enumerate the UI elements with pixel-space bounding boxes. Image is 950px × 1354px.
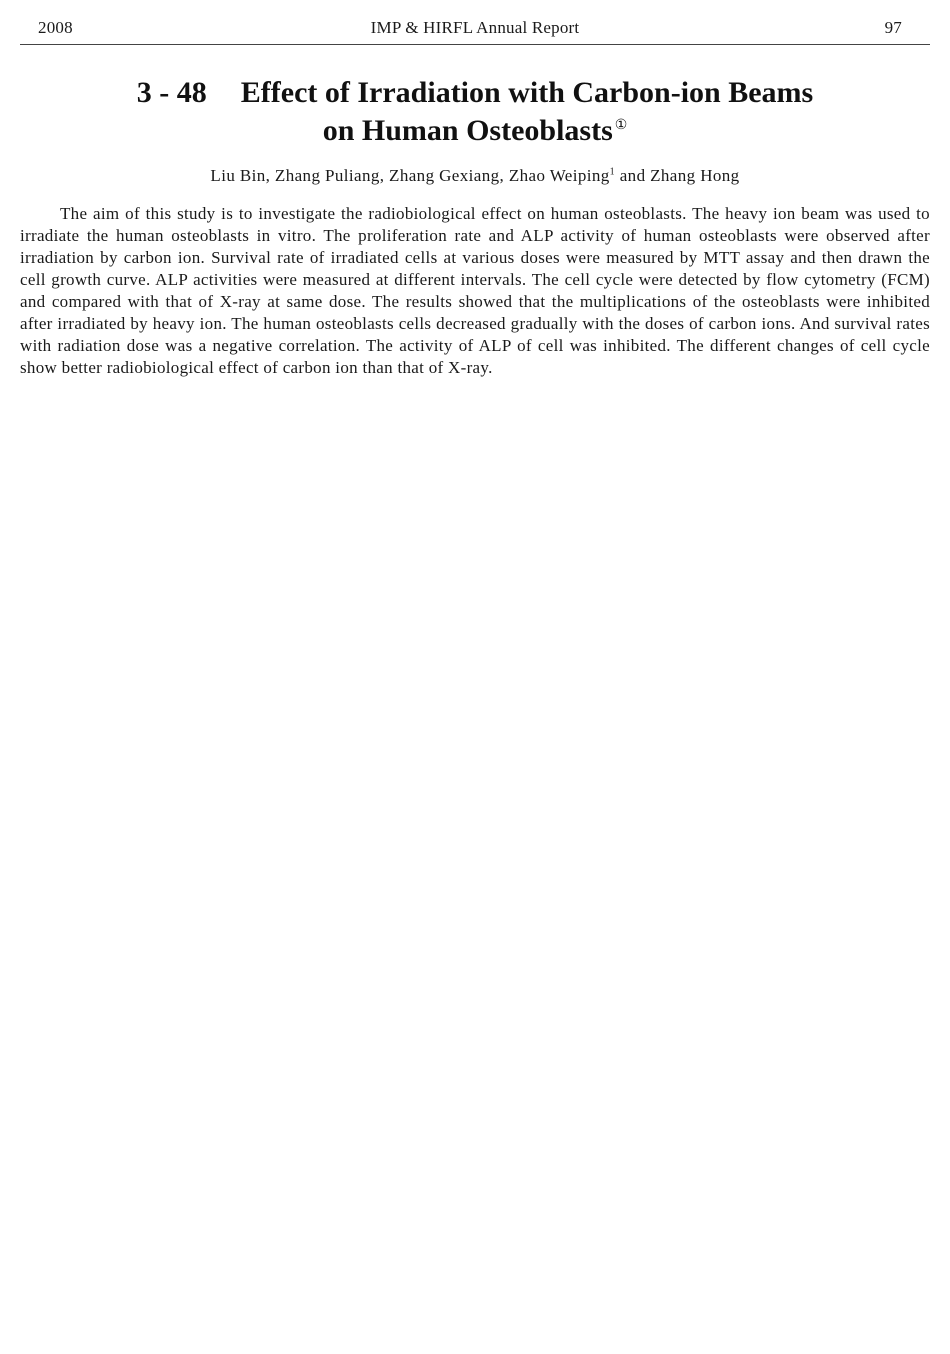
title-line-2: [40, 112, 910, 150]
abstract-paragraph: The aim of this study is to investigate the radiobiological effect on human osteoblasts. The heavy ion beam was used to irradiate the human osteoblasts in vitro. The proliferation rate and ALP activity of human osteoblasts were observed after irradiation by carbon ion. Survival rate of irradiated cells at various doses were measured by MTT assay and then drawn the cell growth curve. ALP activities were measured at different intervals. The cell cycle were detected by flow cytometry (FCM) and compared with that of X-ray at same dose. The results showed that the multiplications of the osteoblasts were inhibited after irradiated by heavy ion. The human osteoblasts cells decreased gradually with the doses of carbon ions. And survival rates with radiation dose was a negative correlation. The activity of ALP of cell was inhibited. The different changes of cell cycle show better radiobiological effect of carbon ion than that of X-ray.: [20, 204, 930, 377]
title-footnote-marker: ①: [614, 118, 628, 133]
header-rule: [20, 44, 930, 45]
title-text-line-2: on Human Osteoblasts: [322, 114, 613, 147]
title-text-line-1: Effect of Irradiation with Carbon-ion Beams: [240, 76, 814, 109]
running-header: [20, 16, 930, 42]
article-title: [40, 74, 910, 150]
header-journal-title: IMP & HIRFL Annual Report: [370, 18, 580, 37]
header-year: 2008: [38, 18, 73, 37]
article-number: 3 - 48: [136, 76, 207, 109]
affiliation-marker: 1: [609, 166, 616, 178]
author-list: [20, 166, 930, 186]
title-line-1: [40, 74, 910, 112]
authors-text-last: and Zhang Hong: [615, 166, 740, 185]
header-page-number: 97: [884, 18, 902, 37]
authors-text: Liu Bin, Zhang Puliang, Zhang Gexiang, Zhao Weiping: [210, 166, 610, 185]
